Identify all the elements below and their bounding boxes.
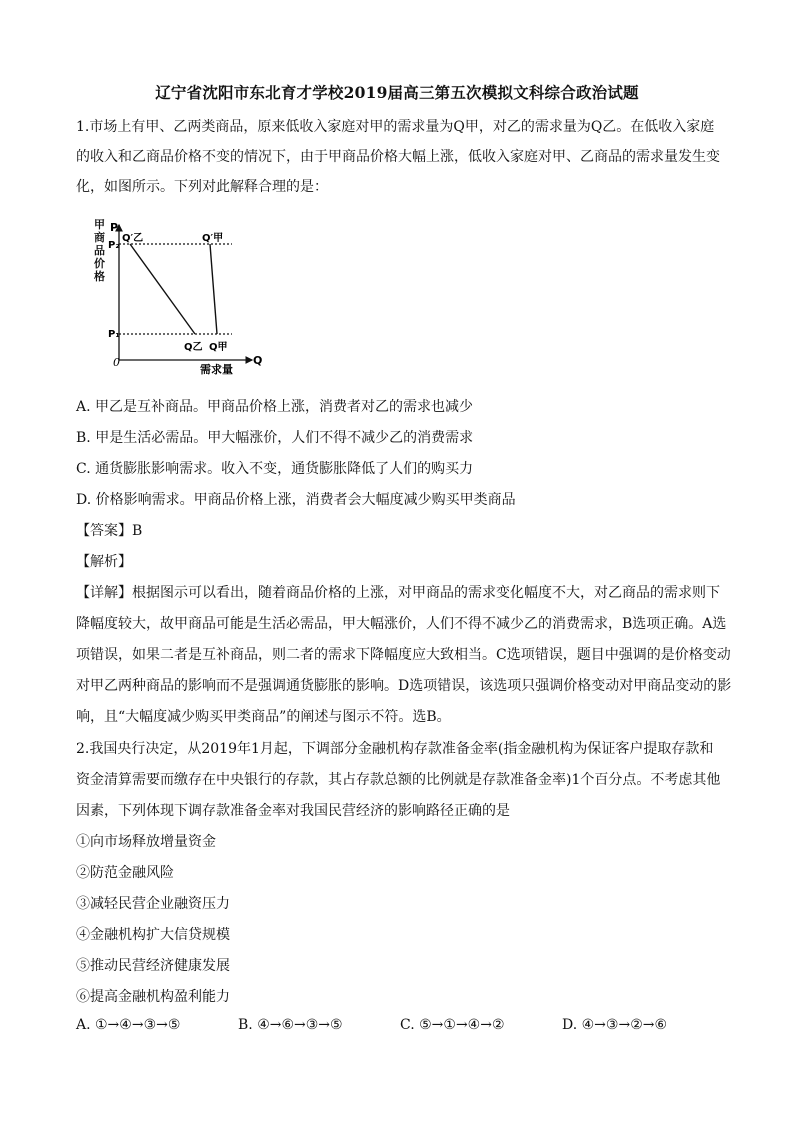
x-axis-title: 需求量 bbox=[200, 363, 233, 376]
q2-choice-a: A. ①→④→③→⑤ bbox=[76, 1017, 181, 1033]
q2-item-4: ④金融机构扩大信贷规模 bbox=[76, 927, 230, 943]
q1-stem-line-2: 的收入和乙商品价格不变的情况下，由于甲商品价格大幅上涨，低收入家庭对甲、乙商品的需求量发生变 bbox=[76, 149, 720, 165]
y-axis-title: 甲 商 品 价 格 bbox=[94, 218, 105, 283]
q2-choice-c: C. ⑤→①→④→② bbox=[400, 1017, 505, 1033]
q1-analysis-line-4: 对甲乙两种商品的影响而不是强调通货膨胀的影响。D选项错误，该选项只强调价格变动对甲商品变动的影 bbox=[76, 678, 732, 694]
demand-line-yi bbox=[130, 244, 195, 334]
q1-stem-line-3: 化，如图所示。下列对此解释合理的是： bbox=[76, 179, 328, 195]
point-label-q-yi: Q乙 bbox=[184, 342, 203, 353]
q2-item-2: ②防范金融风险 bbox=[76, 865, 174, 881]
q1-stem-line-1: 1.市场上有甲、乙两类商品，原来低收入家庭对甲的需求量为Q甲，对乙的需求量为Q乙。在低收入家庭 bbox=[76, 119, 715, 135]
point-label-q-jia: Q甲 bbox=[209, 342, 228, 353]
axis-label-p2: P₂ bbox=[108, 240, 120, 251]
q1-answer: 【答案】B bbox=[76, 523, 143, 539]
q2-choice-b: B. ④→⑥→③→⑤ bbox=[238, 1017, 343, 1033]
point-label-q-prime-yi: Q′乙 bbox=[122, 233, 144, 244]
axis-label-p: P bbox=[110, 221, 119, 234]
q2-choice-d: D. ④→③→②→⑥ bbox=[562, 1017, 668, 1033]
q2-stem-line-1: 2.我国央行决定，从2019年1月起，下调部分金融机构存款准备金率(指金融机构为保证客户提取存款和 bbox=[76, 741, 714, 757]
axis-label-origin: 0 bbox=[113, 356, 120, 369]
demand-price-figure bbox=[92, 213, 272, 383]
q2-choices bbox=[76, 1017, 726, 1037]
q2-stem-line-2: 资金清算需要而缴存在中央银行的存款，其占存款总额的比例就是存款准备金率)1个百分点。不考虑其他 bbox=[76, 772, 721, 788]
page-title: 辽宁省沈阳市东北育才学校2019届高三第五次模拟文科综合政治试题 bbox=[155, 83, 639, 102]
q1-analysis-line-3: 项错误，如果二者是互补商品，则二者的需求下降幅度应大致相当。C选项错误，题目中强调的是价格变动 bbox=[76, 647, 731, 663]
q1-option-c: C. 通货膨胀影响需求。收入不变，通货膨胀降低了人们的购买力 bbox=[76, 461, 474, 477]
axis-label-p1: P₁ bbox=[108, 329, 120, 340]
q1-analysis-heading: 【解析】 bbox=[76, 554, 132, 570]
q1-option-a: A. 甲乙是互补商品。甲商品价格上涨，消费者对乙的需求也减少 bbox=[76, 399, 474, 415]
point-label-q-prime-jia: Q′甲 bbox=[202, 233, 224, 244]
q1-analysis-line-2: 降幅度较大，故甲商品可能是生活必需品，甲大幅涨价，人们不得不减少乙的消费需求，B选项正确。A选 bbox=[76, 616, 727, 632]
q1-analysis-line-1: 【详解】根据图示可以看出，随着商品价格的上涨，对甲商品的需求变化幅度不大，对乙商品的需求则下 bbox=[76, 585, 720, 601]
q2-stem-line-3: 因素，下列体现下调存款准备金率对我国民营经济的影响路径正确的是 bbox=[76, 803, 510, 819]
q2-item-5: ⑤推动民营经济健康发展 bbox=[76, 958, 230, 974]
axis-label-q: Q bbox=[253, 354, 263, 367]
q1-option-d: D. 价格影响需求。甲商品价格上涨，消费者会大幅度减少购买甲类商品 bbox=[76, 492, 516, 508]
q2-item-3: ③减轻民营企业融资压力 bbox=[76, 896, 230, 912]
q2-item-1: ①向市场释放增量资金 bbox=[76, 834, 216, 850]
demand-line-jia bbox=[210, 244, 217, 334]
q1-option-b: B. 甲是生活必需品。甲大幅涨价，人们不得不减少乙的消费需求 bbox=[76, 430, 474, 446]
q2-item-6: ⑥提高金融机构盈利能力 bbox=[76, 989, 230, 1005]
q1-analysis-line-5: 响，且“大幅度减少购买甲类商品”的阐述与图示不符。选B。 bbox=[76, 709, 451, 725]
